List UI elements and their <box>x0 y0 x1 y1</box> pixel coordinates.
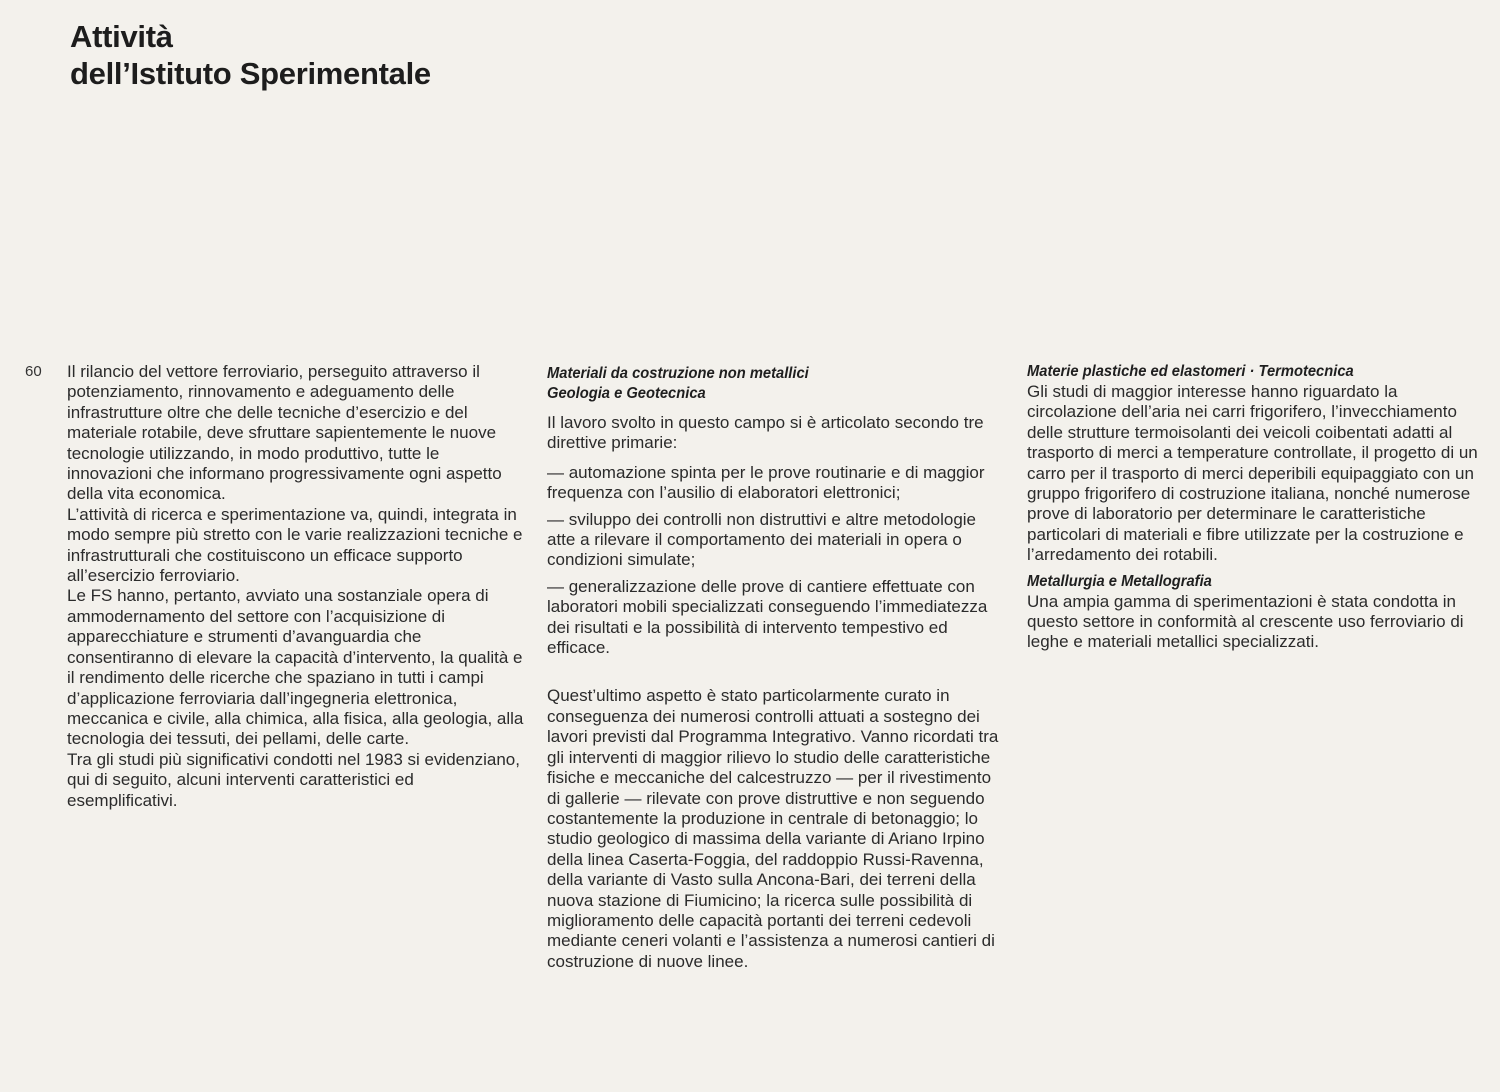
column-intro <box>67 362 525 811</box>
page-title-line-2: dell’Istituto Sperimentale <box>70 56 431 91</box>
list-item: — sviluppo dei controlli non distruttivi e altre metodologie atte a rilevare il comportamento dei materiali in opera o condizioni simulate; <box>547 509 977 570</box>
page-title-line-1: Attività <box>70 19 173 54</box>
intro-paragraph-1: Il rilancio del vettore ferroviario, perseguito attraverso il potenziamento, rinnovamento e adeguamento delle infrastrutture oltre che delle tecniche d’esercizio e del materiale rotabile, deve sfruttare sapientemente le nuove tecnologie utilizzando, in modo produttivo, tutte le innovazioni che informano progressivamente ogni aspetto della vita economica. <box>67 362 502 504</box>
section-heading-materiali: Materiali da costruzione non metallici <box>547 365 809 382</box>
section-heading-materie-plastiche: Materie plastiche ed elastomeri · Termotecnica <box>1027 363 1354 380</box>
section-intro: Il lavoro svolto in questo campo si è articolato secondo tre direttive primarie: <box>547 413 984 453</box>
intro-paragraph-2: L’attività di ricerca e sperimentazione va, quindi, integrata in modo sempre più stretto con le varie realizzazioni tecniche e infrastrutturali che costituiscono un efficace supporto all’esercizio ferroviario. <box>67 504 523 586</box>
page-number: 60 <box>25 363 42 380</box>
section-heading-geologia: Geologia e Geotecnica <box>547 385 706 402</box>
section-text-materie-plastiche: Gli studi di maggior interesse hanno riguardato la circolazione dell’aria nei carri frigorifero, l’invecchiamento delle strutture termoisolanti dei veicoli coibentati adatti al trasporto di merci a temperature controllate, il progetto di un carro per il trasporto di merci deperibili equipaggiato con un gruppo frigorifero di costruzione italiana, nonché numerose prove di laboratorio per determinare le caratteristiche particolari di materiali e fibre utilizzate per la costruzione e l’arredamento dei rotabili. <box>1027 382 1478 565</box>
column-materiali <box>547 362 1007 972</box>
section-text-metallurgia: Una ampia gamma di sperimentazioni è stata condotta in questo settore in conformità al crescente uso ferroviario di leghe e materiali metallici specializzati. <box>1027 591 1464 652</box>
column-materie-plastiche <box>1027 362 1485 653</box>
section-closing-paragraph: Quest’ultimo aspetto è stato particolarmente curato in conseguenza dei numerosi controlli attuati a sostegno dei lavori previsti dal Programma Integrativo. Vanno ricordati tra gli interventi di maggior rilievo lo studio delle caratteristiche fisiche e meccaniche del calcestruzzo — per il rivestimento di gallerie — rilevate con prove distruttive e non seguendo costantemente la produzione in centrale di betonaggio; lo studio geologico di massima della variante di Ariano Irpino della linea Caserta-Foggia, del raddoppio Russi-Ravenna, della variante di Vasto sulla Ancona-Bari, dei terreni della nuova stazione di Fiumicino; la ricerca sulle possibilità di miglioramento delle capacità portanti dei terreni cedevoli mediante ceneri volanti e l’assistenza a numerosi cantieri di costruzione di nuove linee. <box>547 686 999 971</box>
intro-paragraph-3: Le FS hanno, pertanto, avviato una sostanziale opera di ammodernamento del settore con l’acquisizione di apparecchiature e strumenti d’avanguardia che consentiranno di elevare la capacità d’intervento, la qualità e il rendimento delle ricerche che spaziano in tutti i campi d’applicazione ferroviaria dall’ingegneria elettronica, meccanica e civile, alla chimica, alla fisica, alla geologia, alla tecnologia dei tessuti, dei pellami, delle carte. <box>67 586 524 749</box>
list-item: — generalizzazione delle prove di cantiere effettuate con laboratori mobili specializzati conseguendo l’immediatezza dei risultati e la possibilità di intervento tempestivo ed efficace. <box>547 576 988 658</box>
intro-paragraph-4: Tra gli studi più significativi condotti nel 1983 si evidenziano, qui di seguito, alcuni interventi caratteristici ed esemplificativi. <box>67 749 520 810</box>
page-title <box>70 18 431 92</box>
section-heading-metallurgia: Metallurgia e Metallografia <box>1027 572 1212 590</box>
list-item: — automazione spinta per le prove routinarie e di maggior frequenza con l’ausilio di elaboratori elettronici; <box>547 462 985 503</box>
